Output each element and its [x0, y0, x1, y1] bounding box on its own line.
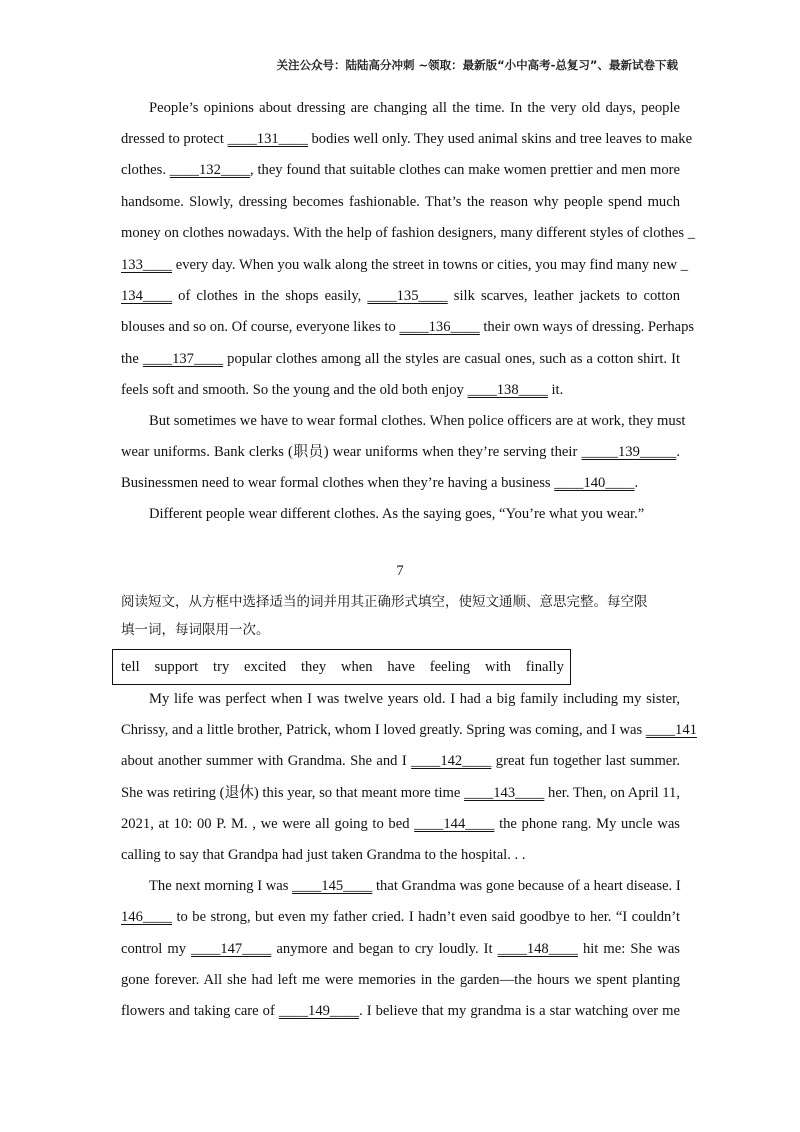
passage-line: wear uniforms. Bank clerks (职员) wear uniforms when they’re serving their _____139_____. [121, 444, 680, 460]
word-option: have [387, 658, 415, 675]
instruction-line: 填一词，每词限用一次。 [121, 622, 270, 638]
blank-135[interactable]: ____135____ [367, 288, 448, 304]
blank-141[interactable]: ____141 [645, 722, 697, 738]
passage-line: People’s opinions about dressing are changing all the time. In the very old days, people [149, 100, 680, 116]
blank-134[interactable]: 134____ [121, 288, 173, 304]
blank-136[interactable]: ____136____ [399, 319, 480, 335]
blank-147[interactable]: ____147____ [191, 941, 272, 957]
passage-line: My life was perfect when I was twelve years old. I had a big family including my sister, [149, 691, 680, 707]
passage-line: money on clothes nowadays. With the help of fashion designers, many different styles of clothes _ [121, 225, 695, 241]
blank-142[interactable]: ____142____ [411, 753, 492, 769]
word-option: with [485, 658, 511, 675]
word-option: tell [121, 658, 140, 675]
blank-133[interactable]: 133____ [121, 257, 173, 273]
blank-148[interactable]: ____148____ [497, 941, 578, 957]
blank-143[interactable]: ____143____ [464, 785, 545, 801]
passage-line: 133____ every day. When you walk along the street in towns or cities, you may find many new _ [121, 257, 689, 273]
passage-line: She was retiring (退休) this year, so that meant more time ____143____ her. Then, on April 11, [121, 785, 680, 801]
passage-line: dressed to protect ____131____ bodies well only. They used animal skins and tree leaves to make [121, 131, 693, 147]
word-option: feeling [429, 658, 471, 675]
blank-149[interactable]: ____149____ [278, 1003, 360, 1019]
passage-line: 134____ of clothes in the shops easily, ____135____ silk scarves, leather jackets to cotton [121, 288, 680, 304]
passage-line: the ____137____ popular clothes among all the styles are casual ones, such as a cotton shirt. It [121, 351, 680, 367]
passage-line: 146____ to be strong, but even my father cried. I hadn’t even said goodbye to her. “I couldn’t [121, 909, 680, 925]
word-option: excited [244, 658, 287, 675]
page-header: 关注公众号：陆陆高分冲刺 ~领取：最新版“小中高考-总复习”、最新试卷下载 [276, 58, 678, 72]
passage-line: Chrissy, and a little brother, Patrick, whom I loved greatly. Spring was coming, and I was ____141 [121, 722, 697, 738]
blank-138[interactable]: ____138____ [467, 382, 548, 398]
blank-131[interactable]: ____131____ [227, 131, 308, 147]
passage-line: Different people wear different clothes. As the saying goes, “You’re what you wear.” [149, 506, 645, 522]
passage-line: control my ____147____ anymore and began to cry loudly. It ____148____ hit me: She was [121, 941, 680, 957]
word-option: finally [525, 658, 564, 675]
page-number: 7 [396, 563, 404, 579]
passage-line: gone forever. All she had left me were memories in the garden—the hours we spent planting [121, 972, 680, 988]
word-option: try [213, 658, 230, 675]
passage-line: 2021, at 10: 00 P. M. , we were all going to bed ____144____ the phone rang. My uncle was [121, 816, 680, 832]
blank-137[interactable]: ____137____ [142, 351, 224, 367]
blank-132[interactable]: ____132____ [169, 162, 251, 178]
word-box [112, 649, 571, 685]
passage-line: blouses and so on. Of course, everyone likes to ____136____ their own ways of dressing. Perhaps [121, 319, 695, 335]
word-option: when [340, 658, 373, 675]
blank-139[interactable]: _____139_____ [581, 444, 677, 460]
passage-line: handsome. Slowly, dressing becomes fashionable. That’s the reason why people spend much [121, 194, 680, 210]
passage-line: about another summer with Grandma. She and I ____142____ great fun together last summer. [121, 753, 680, 769]
word-option: they [300, 658, 327, 675]
blank-144[interactable]: ____144____ [414, 816, 495, 832]
word-option: support [154, 658, 199, 675]
passage-line: clothes. ____132____, they found that suitable clothes can make women prettier and men more [121, 162, 680, 178]
passage-line: feels soft and smooth. So the young and the old both enjoy ____138____ it. [121, 382, 564, 398]
passage-line: calling to say that Grandpa had just taken Grandma to the hospital. . . [121, 847, 526, 863]
passage-line: But sometimes we have to wear formal clothes. When police officers are at work, they must [149, 413, 686, 429]
passage-line: Businessmen need to wear formal clothes when they’re having a business ____140____. [121, 475, 639, 491]
blank-146[interactable]: 146____ [121, 909, 173, 925]
passage-line: flowers and taking care of ____149____. I believe that my grandma is a star watching over me [121, 1003, 680, 1019]
instruction-line: 阅读短文，从方框中选择适当的词并用其正确形式填空，使短文通顺、意思完整。每空限 [121, 594, 648, 610]
blank-140[interactable]: ____140____ [554, 475, 635, 491]
blank-145[interactable]: ____145____ [292, 878, 373, 894]
passage-line: The next morning I was ____145____ that Grandma was gone because of a heart disease. I [149, 878, 681, 894]
